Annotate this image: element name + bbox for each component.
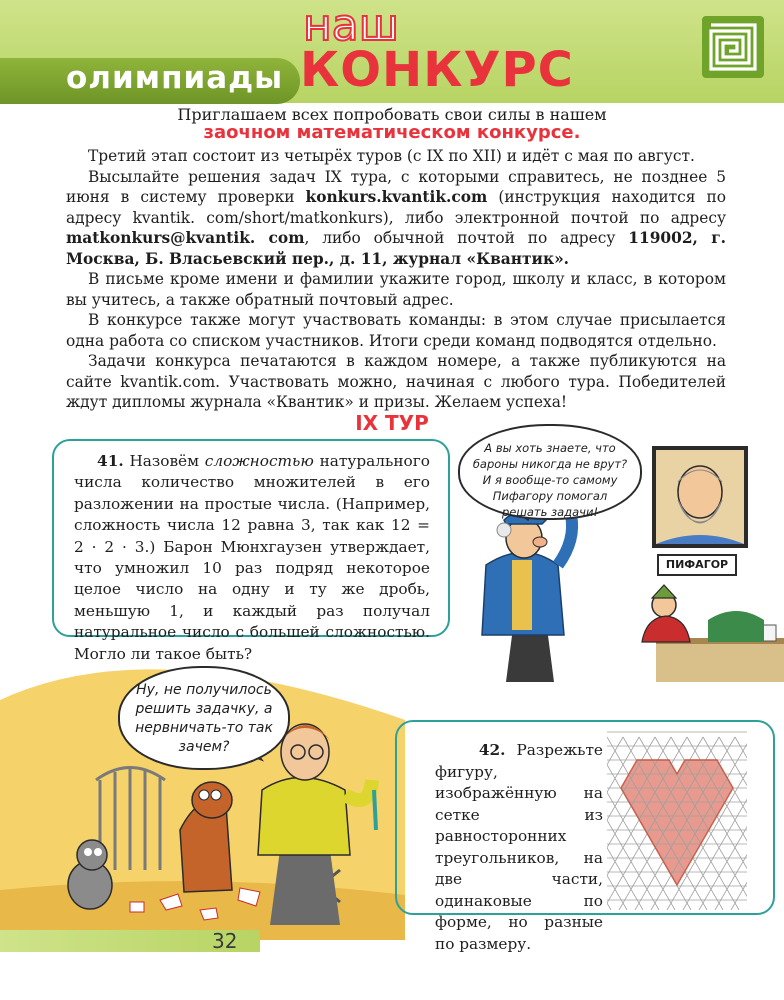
problem-number: 41. bbox=[97, 452, 124, 470]
boy-speech-text: Ну, не получилось решить задачку, а нервничать-то так зачем? bbox=[135, 682, 273, 755]
spiral-logo-icon bbox=[702, 16, 764, 78]
boy-speech-bubble bbox=[118, 666, 290, 770]
rules-paragraph-1: Третий этап состоит из четырёх туров (с IX по XII) и идёт с мая по август. bbox=[88, 147, 695, 165]
invite-line: Приглашаем всех попробовать свои силы в нашем bbox=[177, 105, 607, 124]
triangle-grid-figure bbox=[607, 730, 747, 910]
problem-number: 42. bbox=[478, 741, 506, 759]
page-number: 32 bbox=[212, 929, 238, 953]
rules-text bbox=[66, 146, 726, 413]
rules-paragraph-3: В письме кроме имени и фамилии укажите город, школу и класс, в котором вы учитесь, а также обратный почтовый адрес. bbox=[66, 270, 726, 309]
baron-speech-text: А вы хоть знаете, что бароны никогда не врут? И я вообще-то самому Пифагору помогал решать задачи! bbox=[472, 441, 628, 519]
baron-speech-bubble bbox=[458, 424, 642, 520]
invite-highlight: заочном математическом конкурсе. bbox=[203, 122, 581, 143]
portrait-label: ПИФАГОР bbox=[657, 554, 737, 576]
problem-42-box bbox=[395, 720, 775, 953]
rules-paragraph-5: Задачи конкурса печатаются в каждом номере, а также публикуются на сайте kvantik.com. Участвовать можно, начиная с любого тура. Победителей ждут дипломы журнала «Квантик» и призы. Желаем успеха! bbox=[66, 352, 726, 411]
problem-41-text bbox=[74, 451, 430, 665]
konkurs-link[interactable]: konkurs.kvantik.com bbox=[305, 188, 488, 206]
tour-heading: IX ТУР bbox=[355, 411, 429, 435]
problem-42-text bbox=[435, 740, 603, 955]
text-span: , либо обычной почтой по адресу bbox=[304, 229, 616, 247]
postal-address: 119002, г. Москва, Б. Власьевский пер., д. 11, журнал «Квантик». bbox=[66, 229, 726, 268]
rules-paragraph-2 bbox=[66, 167, 726, 270]
text-span: Назовём bbox=[129, 452, 200, 470]
text-span: (инструкция находится по адресу kvantik. com/short/matkonkurs), либо электронной почтой по адресу bbox=[66, 188, 726, 227]
email-address[interactable]: matkonkurs@kvantik. com bbox=[66, 229, 305, 247]
pythagoras-portrait bbox=[652, 446, 748, 548]
title-top: наш bbox=[303, 0, 399, 51]
section-title: олимпиады bbox=[66, 60, 284, 96]
text-span: Высылайте решения задач IX тура, с которыми справитесь, не позднее 5 июня в систему проверки bbox=[66, 167, 726, 206]
page-title: КОНКУРС bbox=[300, 42, 574, 98]
text-span: Разрежьте фигуру, изображённую на сетке из равносторонних треугольников, на две части, одинаковые по форме, но разные по размеру. bbox=[435, 741, 603, 953]
problem-41-box bbox=[52, 439, 450, 663]
text-span: натурального числа количество множителей в его разложении на простые числа. (Например, сложность числа 12 равна 3, так как 12 = 2 · 2 · 3.) Барон Мюнхгаузен утверждает, что умножил 10 раз подряд некоторое целое число на одну и ту же дробь, меньшую 1, и каждый раз получал натуральное число с большей сложностью. Могло ли такое быть? bbox=[74, 452, 430, 663]
term: сложностью bbox=[204, 452, 314, 470]
rules-paragraph-4: В конкурсе также могут участвовать команды: в этом случае присылается одна работа со списком участников. Итоги среди команд подводятся отдельно. bbox=[66, 311, 726, 350]
